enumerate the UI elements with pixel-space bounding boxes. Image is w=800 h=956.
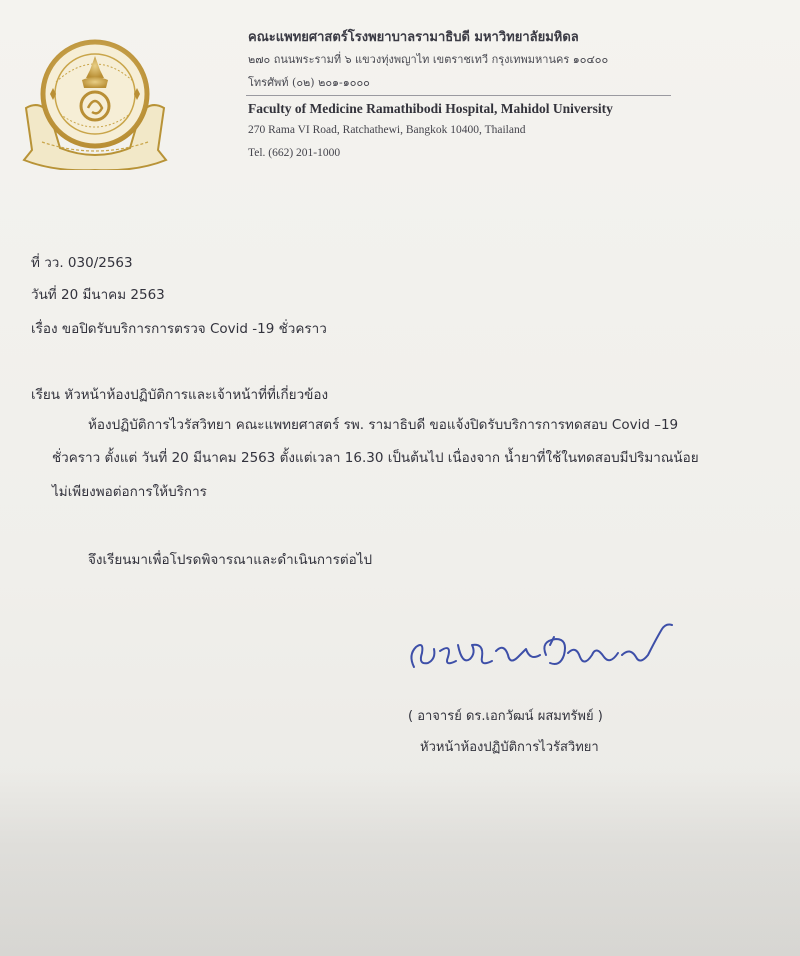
letter-subject: เรื่อง ขอปิดรับบริการการตรวจ Covid -19 ชั่วคราว [31,321,327,337]
letterhead-divider [246,95,671,96]
reference-number: ที่ วว. 030/2563 [31,255,133,271]
letterhead-english-phone: Tel. (662) 201-1000 [248,147,341,159]
letterhead-thai-phone: โทรศัพท์ (๐๒) ๒๐๑-๑๐๐๐ [248,76,370,89]
body-paragraph-line-2: ชั่วคราว ตั้งแต่ วันที่ 20 มีนาคม 2563 ตั้งแต่เวลา 16.30 เป็นต้นไป เนื่องจาก น้ำยาที่ใช้ในทดสอบมีปริมาณน้อย [52,450,699,466]
salutation: เรียน หัวหน้าห้องปฏิบัติการและเจ้าหน้าที่ที่เกี่ยวข้อง [31,387,329,403]
letterhead-thai-name: คณะแพทยศาสตร์โรงพยาบาลรามาธิบดี มหาวิทยาลัยมหิดล [248,30,579,45]
letterhead-english-address: 270 Rama VI Road, Ratchathewi, Bangkok 10400, Thailand [248,124,526,136]
closing-line: จึงเรียนมาเพื่อโปรดพิจารณาและดำเนินการต่อไป [88,552,373,568]
signatory-title: หัวหน้าห้องปฏิบัติการไวรัสวิทยา [420,740,599,755]
university-seal-icon [20,30,170,170]
handwritten-signature [400,615,690,685]
page-shadow [0,770,800,956]
body-paragraph-line-3: ไม่เพียงพอต่อการให้บริการ [52,484,207,500]
letterhead-thai-address: ๒๗๐ ถนนพระรามที่ ๖ แขวงทุ่งพญาไท เขตราชเทวี กรุงเทพมหานคร ๑๐๔๐๐ [248,53,609,66]
letterhead-english-name: Faculty of Medicine Ramathibodi Hospital, Mahidol University [248,101,613,116]
body-paragraph-line-1: ห้องปฏิบัติการไวรัสวิทยา คณะแพทยศาสตร์ รพ. รามาธิบดี ขอแจ้งปิดรับบริการการทดสอบ Covid –19 [88,417,679,433]
signatory-name: ( อาจารย์ ดร.เอกวัฒน์ ผสมทรัพย์ ) [408,709,603,724]
letter-date: วันที่ 20 มีนาคม 2563 [31,287,165,303]
